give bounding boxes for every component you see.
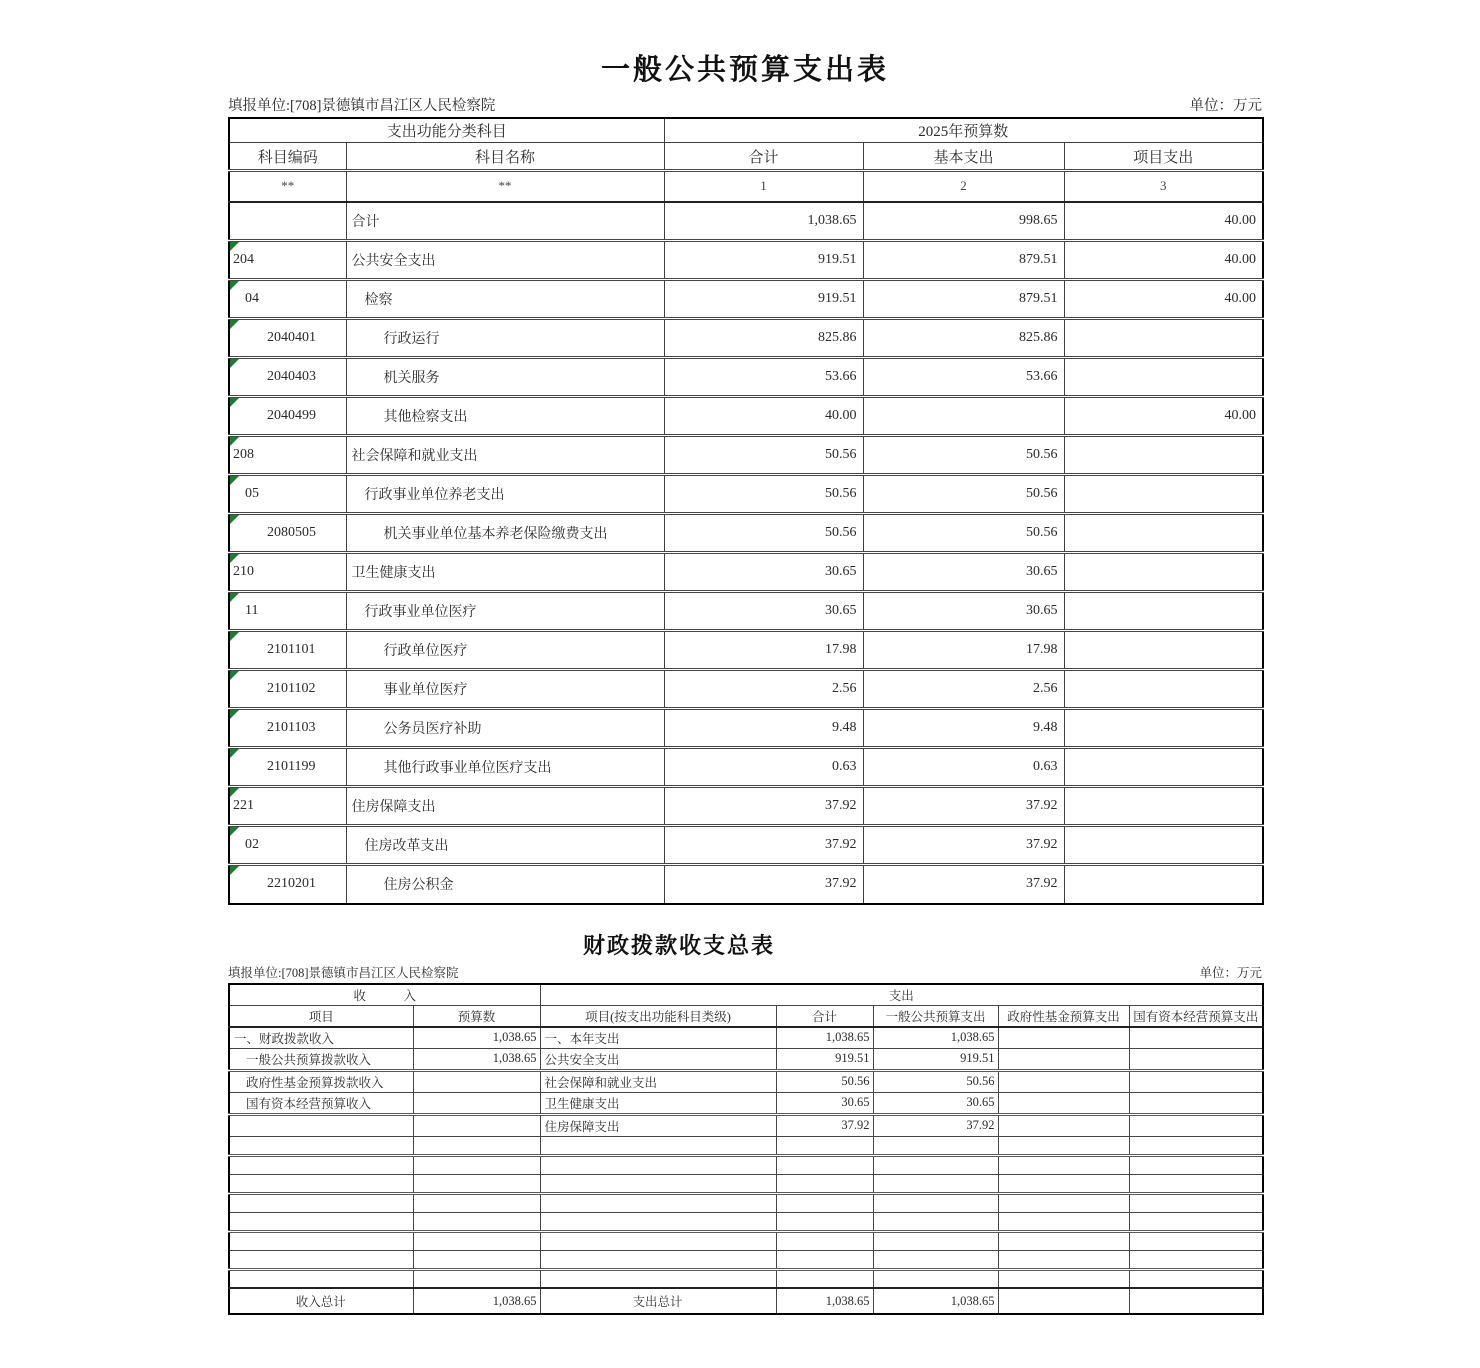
cell-total: 919.51 (664, 241, 863, 280)
column-number-3: 3 (1064, 171, 1263, 202)
cell-gov-fund-budget (998, 1231, 1129, 1250)
cell-basic-expense: 0.63 (863, 748, 1064, 787)
cell-income-total-label: 收入总计 (229, 1288, 413, 1314)
cell-state-capital-budget (1129, 1070, 1263, 1092)
cell-total: 50.56 (664, 436, 863, 475)
summary-row (229, 1070, 1263, 1092)
cell-project-expense: 40.00 (1064, 397, 1263, 436)
cell-gov-fund-budget (998, 1269, 1129, 1288)
header-general-public-budget: 一般公共预算支出 (873, 1005, 998, 1027)
cell-income-item (229, 1155, 413, 1174)
green-corner-flag-icon (230, 359, 239, 368)
summary-total-row (229, 1288, 1263, 1314)
cell-subject-code: 2040401 (229, 319, 346, 358)
cell-general-public-budget (873, 1250, 998, 1269)
cell-subject-code: 2101103 (229, 709, 346, 748)
cell-basic-expense: 37.92 (863, 787, 1064, 826)
cell-expense-total: 30.65 (776, 1092, 873, 1114)
cell-subject-code: 208 (229, 436, 346, 475)
expenditure-row (229, 553, 1263, 592)
cell-project-expense: 40.00 (1064, 241, 1263, 280)
cell-subject-code: 2080505 (229, 514, 346, 553)
table2-section-header-row (229, 984, 1263, 1006)
cell-total: 1,038.65 (664, 202, 863, 241)
table2-unit-label: 单位：万元 (1199, 965, 1262, 980)
cell-income-item (229, 1174, 413, 1193)
cell-subject-name: 公务员医疗补助 (346, 709, 664, 748)
summary-row (229, 1048, 1263, 1070)
summary-row (229, 1092, 1263, 1114)
cell-expense-item: 卫生健康支出 (540, 1092, 776, 1114)
cell-gov-fund-budget (998, 1174, 1129, 1193)
cell-expense-total (776, 1231, 873, 1250)
expenditure-row (229, 748, 1263, 787)
cell-subject-name: 社会保障和就业支出 (346, 436, 664, 475)
cell-total: 40.00 (664, 397, 863, 436)
cell-basic-expense: 879.51 (863, 241, 1064, 280)
column-number-1: 1 (664, 171, 863, 202)
cell-general-public-budget: 1,038.65 (873, 1027, 998, 1049)
expenditure-row (229, 319, 1263, 358)
header-project-expense: 项目支出 (1064, 143, 1263, 171)
cell-general-public-budget (873, 1269, 998, 1288)
cell-subject-name: 其他行政事业单位医疗支出 (346, 748, 664, 787)
expenditure-row (229, 397, 1263, 436)
green-corner-flag-icon (230, 320, 239, 329)
cell-income-budget (413, 1212, 540, 1231)
cell-gov-fund-budget (998, 1250, 1129, 1269)
cell-state-capital-budget (1129, 1250, 1263, 1269)
cell-expense-item (540, 1136, 776, 1155)
cell-basic-expense: 998.65 (863, 202, 1064, 241)
cell-project-expense (1064, 475, 1263, 514)
expenditure-row (229, 826, 1263, 865)
cell-gov-fund-budget (998, 1155, 1129, 1174)
cell-project-expense (1064, 592, 1263, 631)
table2-column-header-row (229, 1005, 1263, 1027)
cell-basic-expense: 17.98 (863, 631, 1064, 670)
green-corner-flag-icon (230, 476, 239, 485)
cell-subject-name: 住房保障支出 (346, 787, 664, 826)
green-corner-flag-icon (230, 866, 239, 875)
cell-gov-fund-budget (998, 1092, 1129, 1114)
cell-state-capital-budget (1129, 1269, 1263, 1288)
cell-subject-code: 2040499 (229, 397, 346, 436)
fiscal-appropriation-summary-table (228, 983, 1264, 1316)
cell-basic-expense: 2.56 (863, 670, 1064, 709)
header-expense-item: 项目(按支出功能科目类级) (540, 1005, 776, 1027)
cell-expense-item (540, 1193, 776, 1212)
cell-total: 50.56 (664, 514, 863, 553)
green-corner-flag-icon (230, 593, 239, 602)
green-corner-flag-icon (230, 749, 239, 758)
cell-project-expense (1064, 358, 1263, 397)
cell-general-public-budget (873, 1193, 998, 1212)
cell-subject-name: 行政事业单位养老支出 (346, 475, 664, 514)
cell-income-item: 一般公共预算拨款收入 (229, 1048, 413, 1070)
cell-subject-name: 公共安全支出 (346, 241, 664, 280)
cell-total: 17.98 (664, 631, 863, 670)
cell-total: 2.56 (664, 670, 863, 709)
header-expense-section: 支出 (540, 984, 1263, 1006)
cell-income-budget (413, 1174, 540, 1193)
cell-expense-total: 1,038.65 (776, 1027, 873, 1049)
cell-subject-name: 检察 (346, 280, 664, 319)
cell-total: 0.63 (664, 748, 863, 787)
cell-project-expense (1064, 826, 1263, 865)
cell-subject-name: 合计 (346, 202, 664, 241)
cell-general-public-budget (873, 1136, 998, 1155)
cell-subject-code: 11 (229, 592, 346, 631)
cell-project-expense: 40.00 (1064, 202, 1263, 241)
cell-total: 37.92 (664, 826, 863, 865)
green-corner-flag-icon (230, 671, 239, 680)
general-public-budget-expenditure-table (228, 117, 1264, 905)
cell-income-item (229, 1269, 413, 1288)
cell-general-public-budget (873, 1174, 998, 1193)
cell-basic-expense: 825.86 (863, 319, 1064, 358)
cell-income-item: 国有资本经营预算收入 (229, 1092, 413, 1114)
summary-row (229, 1231, 1263, 1250)
summary-row (229, 1174, 1263, 1193)
header-subject-name: 科目名称 (346, 143, 664, 171)
cell-total: 30.65 (664, 592, 863, 631)
table1-title: 一般公共预算支出表 (600, 54, 889, 86)
cell-gov-fund-budget (998, 1193, 1129, 1212)
cell-subject-name: 事业单位医疗 (346, 670, 664, 709)
cell-expense-item (540, 1155, 776, 1174)
expenditure-row (229, 670, 1263, 709)
cell-income-item (229, 1193, 413, 1212)
cell-project-expense: 40.00 (1064, 280, 1263, 319)
expenditure-row (229, 202, 1263, 241)
cell-general-public-budget: 1,038.65 (873, 1288, 998, 1314)
cell-project-expense (1064, 319, 1263, 358)
cell-subject-code: 2101101 (229, 631, 346, 670)
table2-title: 财政拨款收支总表 (582, 932, 775, 958)
cell-income-item (229, 1212, 413, 1231)
cell-basic-expense (863, 397, 1064, 436)
cell-income-budget (413, 1231, 540, 1250)
cell-gov-fund-budget (998, 1114, 1129, 1136)
cell-income-budget: 1,038.65 (413, 1048, 540, 1070)
cell-expense-total: 919.51 (776, 1048, 873, 1070)
header-gov-fund-budget: 政府性基金预算支出 (998, 1005, 1129, 1027)
expenditure-row (229, 709, 1263, 748)
cell-state-capital-budget (1129, 1027, 1263, 1049)
header-state-capital-budget: 国有资本经营预算支出 (1129, 1005, 1263, 1027)
summary-row (229, 1193, 1263, 1212)
cell-general-public-budget (873, 1155, 998, 1174)
cell-income-budget (413, 1136, 540, 1155)
green-corner-flag-icon (230, 242, 239, 251)
header-basic-expense: 基本支出 (863, 143, 1064, 171)
expenditure-row (229, 514, 1263, 553)
header-income-item: 项目 (229, 1005, 413, 1027)
cell-subject-code: 210 (229, 553, 346, 592)
cell-expense-total-label: 支出总计 (540, 1288, 776, 1314)
cell-expense-item (540, 1212, 776, 1231)
table1-reporting-unit: 填报单位:[708]景德镇市昌江区人民检察院 (228, 98, 496, 114)
table1-mask-row (229, 171, 1263, 202)
header-function-classification: 支出功能分类科目 (229, 118, 664, 143)
cell-project-expense (1064, 553, 1263, 592)
cell-subject-name: 住房改革支出 (346, 826, 664, 865)
page-content (228, 0, 1262, 1315)
cell-total: 825.86 (664, 319, 863, 358)
cell-subject-name: 其他检察支出 (346, 397, 664, 436)
cell-gov-fund-budget (998, 1136, 1129, 1155)
cell-state-capital-budget (1129, 1212, 1263, 1231)
summary-row (229, 1155, 1263, 1174)
cell-subject-code: 05 (229, 475, 346, 514)
table2-meta-row (228, 961, 1262, 983)
expenditure-row (229, 280, 1263, 319)
cell-project-expense (1064, 748, 1263, 787)
cell-project-expense (1064, 631, 1263, 670)
summary-row (229, 1269, 1263, 1288)
cell-subject-code: 2040403 (229, 358, 346, 397)
cell-subject-code: 2101102 (229, 670, 346, 709)
cell-gov-fund-budget (998, 1027, 1129, 1049)
cell-subject-code: 204 (229, 241, 346, 280)
cell-income-item (229, 1250, 413, 1269)
cell-general-public-budget (873, 1212, 998, 1231)
cell-subject-code: 2101199 (229, 748, 346, 787)
table1-group-header-row (229, 118, 1263, 143)
header-income-section: 收 入 (229, 984, 540, 1006)
green-corner-flag-icon (230, 554, 239, 563)
cell-expense-total: 1,038.65 (776, 1288, 873, 1314)
cell-state-capital-budget (1129, 1092, 1263, 1114)
cell-expense-item: 一、本年支出 (540, 1027, 776, 1049)
cell-income-item: 一、财政拨款收入 (229, 1027, 413, 1049)
cell-income-budget (413, 1250, 540, 1269)
cell-income-budget (413, 1092, 540, 1114)
cell-income-item: 政府性基金预算拨款收入 (229, 1070, 413, 1092)
cell-state-capital-budget (1129, 1136, 1263, 1155)
cell-expense-item (540, 1269, 776, 1288)
expenditure-row (229, 475, 1263, 514)
cell-project-expense (1064, 787, 1263, 826)
expenditure-row (229, 436, 1263, 475)
green-corner-flag-icon (230, 398, 239, 407)
cell-income-budget (413, 1114, 540, 1136)
cell-state-capital-budget (1129, 1174, 1263, 1193)
cell-state-capital-budget (1129, 1048, 1263, 1070)
expenditure-row (229, 592, 1263, 631)
cell-income-budget: 1,038.65 (413, 1288, 540, 1314)
cell-expense-total (776, 1269, 873, 1288)
cell-general-public-budget: 30.65 (873, 1092, 998, 1114)
header-total: 合计 (664, 143, 863, 171)
cell-subject-code: 221 (229, 787, 346, 826)
cell-subject-code: 02 (229, 826, 346, 865)
cell-expense-item: 公共安全支出 (540, 1048, 776, 1070)
cell-basic-expense: 37.92 (863, 865, 1064, 904)
cell-total: 30.65 (664, 553, 863, 592)
cell-general-public-budget: 50.56 (873, 1070, 998, 1092)
cell-project-expense (1064, 514, 1263, 553)
cell-state-capital-budget (1129, 1114, 1263, 1136)
cell-general-public-budget: 919.51 (873, 1048, 998, 1070)
column-number-2: 2 (863, 171, 1064, 202)
cell-subject-name: 行政运行 (346, 319, 664, 358)
cell-basic-expense: 37.92 (863, 826, 1064, 865)
cell-expense-total (776, 1193, 873, 1212)
summary-row (229, 1027, 1263, 1049)
header-subject-code: 科目编码 (229, 143, 346, 171)
cell-total: 37.92 (664, 865, 863, 904)
cell-expense-total (776, 1136, 873, 1155)
cell-expense-total: 37.92 (776, 1114, 873, 1136)
table1-meta-row (228, 89, 1262, 117)
cell-expense-total (776, 1250, 873, 1269)
code-mask: ** (229, 171, 346, 202)
cell-state-capital-budget (1129, 1155, 1263, 1174)
cell-income-budget: 1,038.65 (413, 1027, 540, 1049)
cell-expense-item: 住房保障支出 (540, 1114, 776, 1136)
cell-income-item (229, 1136, 413, 1155)
cell-general-public-budget: 37.92 (873, 1114, 998, 1136)
cell-income-budget (413, 1155, 540, 1174)
cell-subject-code: 04 (229, 280, 346, 319)
cell-gov-fund-budget (998, 1048, 1129, 1070)
cell-gov-fund-budget (998, 1070, 1129, 1092)
cell-basic-expense: 50.56 (863, 436, 1064, 475)
cell-project-expense (1064, 670, 1263, 709)
cell-total: 37.92 (664, 787, 863, 826)
cell-income-budget (413, 1269, 540, 1288)
summary-row (229, 1250, 1263, 1269)
cell-basic-expense: 30.65 (863, 592, 1064, 631)
expenditure-row (229, 241, 1263, 280)
table1-column-header-row (229, 143, 1263, 171)
cell-expense-item: 社会保障和就业支出 (540, 1070, 776, 1092)
green-corner-flag-icon (230, 437, 239, 446)
cell-expense-item (540, 1174, 776, 1193)
summary-row (229, 1136, 1263, 1155)
cell-income-budget (413, 1193, 540, 1212)
cell-basic-expense: 30.65 (863, 553, 1064, 592)
cell-gov-fund-budget (998, 1288, 1129, 1314)
cell-total: 53.66 (664, 358, 863, 397)
cell-expense-total (776, 1155, 873, 1174)
cell-basic-expense: 53.66 (863, 358, 1064, 397)
expenditure-row (229, 631, 1263, 670)
header-income-budget: 预算数 (413, 1005, 540, 1027)
cell-subject-code (229, 202, 346, 241)
cell-total: 919.51 (664, 280, 863, 319)
cell-basic-expense: 50.56 (863, 514, 1064, 553)
cell-subject-code: 2210201 (229, 865, 346, 904)
summary-table-body (229, 1027, 1263, 1315)
cell-income-item (229, 1114, 413, 1136)
green-corner-flag-icon (230, 632, 239, 641)
expenditure-row (229, 787, 1263, 826)
green-corner-flag-icon (230, 710, 239, 719)
cell-total: 50.56 (664, 475, 863, 514)
cell-subject-name: 行政事业单位医疗 (346, 592, 664, 631)
cell-state-capital-budget (1129, 1231, 1263, 1250)
header-budget-year: 2025年预算数 (664, 118, 1263, 143)
cell-basic-expense: 9.48 (863, 709, 1064, 748)
header-expense-total: 合计 (776, 1005, 873, 1027)
cell-general-public-budget (873, 1231, 998, 1250)
expenditure-row (229, 865, 1263, 904)
cell-expense-total: 50.56 (776, 1070, 873, 1092)
green-corner-flag-icon (230, 515, 239, 524)
name-mask: ** (346, 171, 664, 202)
cell-basic-expense: 50.56 (863, 475, 1064, 514)
cell-income-item (229, 1231, 413, 1250)
cell-state-capital-budget (1129, 1288, 1263, 1314)
cell-subject-name: 住房公积金 (346, 865, 664, 904)
cell-subject-name: 行政单位医疗 (346, 631, 664, 670)
cell-subject-name: 机关服务 (346, 358, 664, 397)
green-corner-flag-icon (230, 788, 239, 797)
expenditure-table-body (229, 202, 1263, 904)
table1-unit-label: 单位：万元 (1189, 98, 1262, 114)
summary-row (229, 1212, 1263, 1231)
cell-project-expense (1064, 865, 1263, 904)
cell-subject-name: 机关事业单位基本养老保险缴费支出 (346, 514, 664, 553)
cell-total: 9.48 (664, 709, 863, 748)
cell-expense-total (776, 1212, 873, 1231)
summary-row (229, 1114, 1263, 1136)
cell-expense-item (540, 1250, 776, 1269)
cell-income-budget (413, 1070, 540, 1092)
green-corner-flag-icon (230, 281, 239, 290)
cell-basic-expense: 879.51 (863, 280, 1064, 319)
cell-expense-item (540, 1231, 776, 1250)
expenditure-row (229, 358, 1263, 397)
cell-state-capital-budget (1129, 1193, 1263, 1212)
green-corner-flag-icon (230, 827, 239, 836)
cell-gov-fund-budget (998, 1212, 1129, 1231)
cell-project-expense (1064, 436, 1263, 475)
cell-subject-name: 卫生健康支出 (346, 553, 664, 592)
cell-project-expense (1064, 709, 1263, 748)
cell-expense-total (776, 1174, 873, 1193)
table2-reporting-unit: 填报单位:[708]景德镇市昌江区人民检察院 (228, 965, 459, 980)
